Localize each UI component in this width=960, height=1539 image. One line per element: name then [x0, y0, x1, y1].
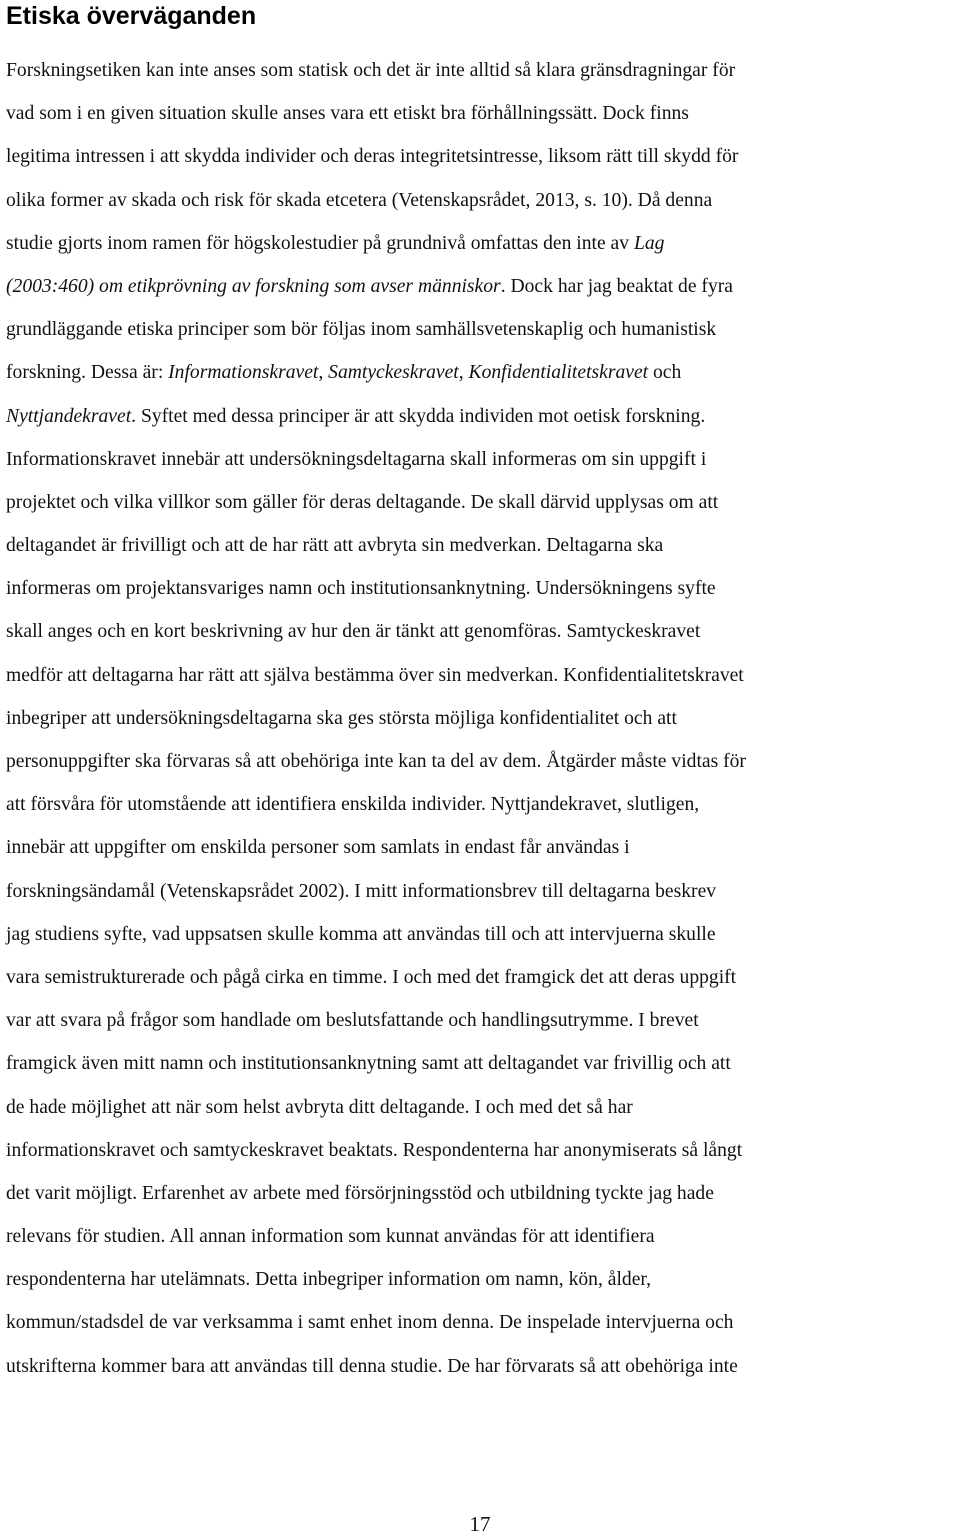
text-run: . Syftet med dessa principer är att skydda individen mot oetisk forskning. — [131, 405, 706, 427]
text-line — [6, 351, 956, 394]
text-line — [6, 783, 956, 826]
section-heading: Etiska överväganden — [6, 2, 257, 30]
text-run: forskningsändamål (Vetenskapsrådet 2002). I mitt informationsbrev till deltagarna beskrev — [6, 880, 717, 902]
text-line — [6, 308, 956, 351]
text-line — [6, 135, 956, 178]
text-run: kommun/stadsdel de var verksamma i samt enhet inom denna. De inspelade intervjuerna och — [6, 1312, 734, 1334]
text-run: jag studiens syfte, vad uppsatsen skulle komma att användas till och att intervjuerna skulle — [6, 923, 716, 945]
text-line — [6, 1345, 956, 1388]
text-line — [6, 524, 956, 567]
text-line — [6, 740, 956, 783]
text-line — [6, 438, 956, 481]
text-run: Informationskravet innebär att undersökningsdeltagarna skall informeras om sin uppgift i — [6, 448, 707, 470]
text-run: informeras om projektansvariges namn och institutionsanknytning. Undersökningens syfte — [6, 578, 716, 600]
text-run: studie gjorts inom ramen för högskolestudier på grundnivå omfattas den inte av — [6, 232, 634, 254]
text-line — [6, 610, 956, 653]
text-run: innebär att uppgifter om enskilda personer som samlats in endast får användas i — [6, 837, 630, 859]
text-run: deltagandet är frivilligt och att de har rätt att avbryta sin medverkan. Deltagarna ska — [6, 535, 664, 557]
text-run: de hade möjlighet att när som helst avbryta ditt deltagande. I och med det så har — [6, 1096, 633, 1118]
text-line — [6, 179, 956, 222]
text-line — [6, 49, 956, 92]
page-number: 17 — [469, 1512, 491, 1536]
text-line — [6, 697, 956, 740]
text-run: utskrifterna kommer bara att användas till denna studie. De har förvarats så att obehöriga inte — [6, 1355, 738, 1377]
text-line — [6, 826, 956, 869]
text-line — [6, 956, 956, 999]
text-run: personuppgifter ska förvaras så att obehöriga inte kan ta del av dem. Åtgärder måste vidtas för — [6, 751, 746, 772]
text-run: olika former av skada och risk för skada etcetera (Vetenskapsrådet, 2013, s. 10). Då denna — [6, 189, 713, 211]
italic-text-run: Konfidentialitetskravet — [468, 362, 649, 384]
text-run: medför att deltagarna har rätt att själva bestämma över sin medverkan. Konfidentialitetskravet — [6, 664, 744, 686]
text-line — [6, 395, 956, 438]
text-run: respondenterna har utelämnats. Detta inbegriper information om namn, kön, ålder, — [6, 1269, 652, 1291]
text-line — [6, 1129, 956, 1172]
text-line — [6, 913, 956, 956]
text-run: var att svara på frågor som handlade om beslutsfattande och handlingsutrymme. I brevet — [6, 1010, 699, 1032]
text-line — [6, 870, 956, 913]
text-run: Forskningsetiken kan inte anses som statisk och det är inte alltid så klara gränsdragningar för — [6, 60, 736, 81]
text-line — [6, 1215, 956, 1258]
text-line — [6, 92, 956, 135]
text-run: inbegriper att undersökningsdeltagarna ska ges största möjliga konfidentialitet och att — [6, 707, 677, 729]
text-run: , — [318, 362, 329, 384]
text-run: legitima intressen i att skydda individer och deras integritetsintresse, liksom rätt till skydd för — [6, 146, 739, 168]
text-run: skall anges och en kort beskrivning av hur den är tänkt att genomföras. Samtyckeskravet — [6, 621, 701, 643]
text-run: forskning. Dessa är: — [6, 362, 169, 384]
italic-text-run: Lag — [633, 232, 665, 254]
italic-text-run: Nyttjandekravet — [6, 405, 132, 427]
text-line — [6, 222, 956, 265]
text-run: och — [648, 362, 682, 384]
italic-text-run: Informationskravet — [168, 362, 319, 384]
text-run: , — [458, 362, 469, 384]
text-line — [6, 1301, 956, 1344]
text-line — [6, 481, 956, 524]
text-run: det varit möjligt. Erfarenhet av arbete med försörjningsstöd och utbildning tyckte jag hade — [6, 1182, 714, 1204]
text-run: vara semistrukturerade och pågå cirka en timme. I och med det framgick det att deras uppgift — [6, 966, 737, 988]
text-line — [6, 567, 956, 610]
text-run: . Dock har jag beaktat de fyra — [500, 275, 733, 297]
text-line — [6, 999, 956, 1042]
text-line — [6, 265, 956, 308]
text-line — [6, 1086, 956, 1129]
italic-text-run: (2003:460) om etikprövning av forskning som avser människor — [6, 275, 501, 297]
text-run: framgick även mitt namn och institutionsanknytning samt att deltagandet var frivillig och att — [6, 1053, 731, 1075]
text-run: att försvåra för utomstående att identifiera enskilda individer. Nyttjandekravet, slutligen, — [6, 794, 700, 816]
body-paragraph — [6, 49, 956, 1388]
text-line — [6, 1172, 956, 1215]
text-line — [6, 654, 956, 697]
text-run: grundläggande etiska principer som bör följas inom samhällsvetenskaplig och humanistisk — [6, 319, 717, 341]
text-run: projektet och vilka villkor som gäller för deras deltagande. De skall därvid upplysas om att — [6, 491, 719, 513]
text-run: relevans för studien. All annan information som kunnat användas för att identifiera — [6, 1226, 655, 1248]
text-line — [6, 1258, 956, 1301]
text-run: informationskravet och samtyckeskravet beaktats. Respondenterna har anonymiserats så långt — [6, 1139, 743, 1161]
text-run: vad som i en given situation skulle anses vara ett etiskt bra förhållningssätt. Dock finns — [6, 103, 689, 125]
text-line — [6, 1042, 956, 1085]
italic-text-run: Samtyckeskravet — [328, 362, 459, 384]
